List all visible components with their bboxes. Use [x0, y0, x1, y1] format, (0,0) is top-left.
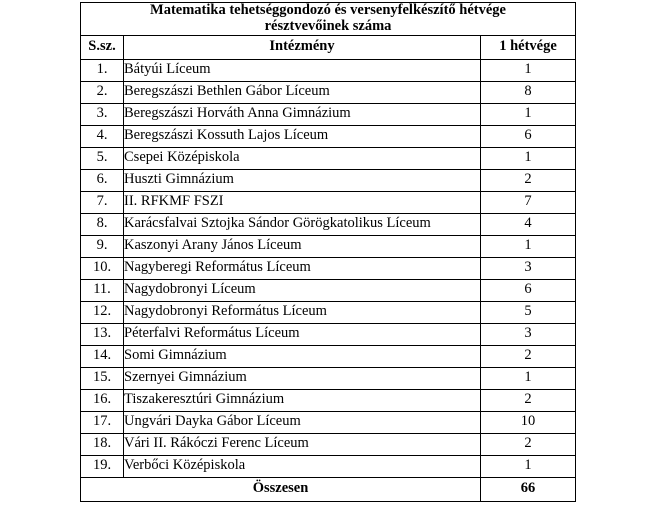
table-row [81, 59, 576, 81]
table-row [81, 125, 576, 147]
table-title-row [81, 3, 576, 36]
total-value: 66 [481, 477, 576, 501]
row-number: 4. [81, 125, 124, 147]
table-row [81, 411, 576, 433]
row-institution: Verbőci Középiskola [124, 455, 481, 477]
row-institution: Somi Gimnázium [124, 345, 481, 367]
row-institution: Nagydobronyi Református Líceum [124, 301, 481, 323]
row-count: 7 [481, 191, 576, 213]
row-institution: Nagydobronyi Líceum [124, 279, 481, 301]
table-title-line-2: résztvevőinek száma [264, 17, 392, 34]
row-number: 5. [81, 147, 124, 169]
row-number: 19. [81, 455, 124, 477]
table-row [81, 323, 576, 345]
table-title-line-1: Matematika tehetséggondozó és versenyfelkészítő hétvége [150, 2, 506, 18]
row-number: 11. [81, 279, 124, 301]
row-count: 2 [481, 389, 576, 411]
table-row [81, 301, 576, 323]
row-number: 3. [81, 103, 124, 125]
table-row [81, 433, 576, 455]
row-count: 1 [481, 59, 576, 81]
row-count: 1 [481, 103, 576, 125]
row-count: 1 [481, 147, 576, 169]
row-institution: Karácsfalvai Sztojka Sándor Görögkatolikus Líceum [124, 213, 481, 235]
table-row [81, 257, 576, 279]
column-header-count: 1 hétvége [481, 35, 576, 59]
row-count: 1 [481, 235, 576, 257]
row-number: 7. [81, 191, 124, 213]
row-institution: Beregszászi Kossuth Lajos Líceum [124, 125, 481, 147]
row-institution: Bátyúi Líceum [124, 59, 481, 81]
row-count: 2 [481, 345, 576, 367]
row-number: 1. [81, 59, 124, 81]
row-count: 6 [481, 279, 576, 301]
table-total-row [81, 477, 576, 501]
row-number: 14. [81, 345, 124, 367]
participants-table [80, 2, 576, 502]
table-row [81, 147, 576, 169]
row-count: 1 [481, 455, 576, 477]
row-number: 6. [81, 169, 124, 191]
row-number: 13. [81, 323, 124, 345]
column-header-number: S.sz. [81, 35, 124, 59]
row-institution: Beregszászi Bethlen Gábor Líceum [124, 81, 481, 103]
row-institution: Csepei Középiskola [124, 147, 481, 169]
row-count: 4 [481, 213, 576, 235]
row-number: 9. [81, 235, 124, 257]
row-institution: Szernyei Gimnázium [124, 367, 481, 389]
row-institution: II. RFKMF FSZI [124, 191, 481, 213]
row-number: 17. [81, 411, 124, 433]
row-count: 2 [481, 169, 576, 191]
table-body [81, 3, 576, 502]
row-number: 16. [81, 389, 124, 411]
row-number: 8. [81, 213, 124, 235]
table-row [81, 103, 576, 125]
row-number: 2. [81, 81, 124, 103]
row-count: 8 [481, 81, 576, 103]
row-count: 10 [481, 411, 576, 433]
table-title [81, 3, 576, 36]
table-row [81, 367, 576, 389]
row-count: 5 [481, 301, 576, 323]
row-institution: Tiszakeresztúri Gimnázium [124, 389, 481, 411]
row-institution: Kaszonyi Arany János Líceum [124, 235, 481, 257]
row-count: 1 [481, 367, 576, 389]
row-count: 3 [481, 323, 576, 345]
table-row [81, 213, 576, 235]
row-number: 10. [81, 257, 124, 279]
row-count: 6 [481, 125, 576, 147]
row-count: 2 [481, 433, 576, 455]
row-institution: Nagyberegi Református Líceum [124, 257, 481, 279]
table-row [81, 345, 576, 367]
row-institution: Ungvári Dayka Gábor Líceum [124, 411, 481, 433]
row-count: 3 [481, 257, 576, 279]
row-institution: Beregszászi Horváth Anna Gimnázium [124, 103, 481, 125]
table-row [81, 191, 576, 213]
table-row [81, 389, 576, 411]
table-row [81, 455, 576, 477]
row-number: 15. [81, 367, 124, 389]
column-header-institution: Intézmény [124, 35, 481, 59]
table-row [81, 81, 576, 103]
row-institution: Péterfalvi Református Líceum [124, 323, 481, 345]
table-header-row [81, 35, 576, 59]
table-row [81, 169, 576, 191]
total-label: Összesen [81, 477, 481, 501]
row-institution: Vári II. Rákóczi Ferenc Líceum [124, 433, 481, 455]
table-row [81, 279, 576, 301]
table-row [81, 235, 576, 257]
row-institution: Huszti Gimnázium [124, 169, 481, 191]
row-number: 12. [81, 301, 124, 323]
row-number: 18. [81, 433, 124, 455]
